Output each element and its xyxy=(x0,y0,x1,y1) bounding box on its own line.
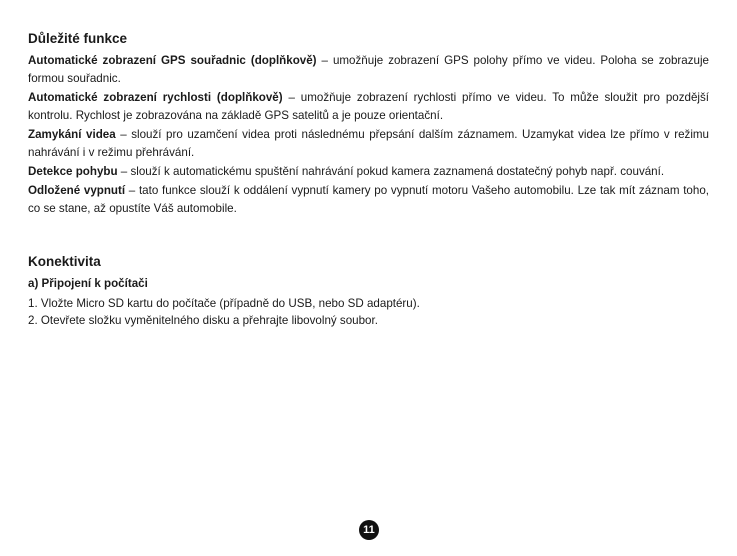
feature-description: – slouží k automatickému spuštění nahrávání pokud kamera zaznamená dostatečný pohyb např. couvání. xyxy=(117,165,665,178)
feature-description: – umožňuje zobrazení rychlosti přímo ve videu. To může sloužit pro pozdější kontrolu. Rychlost je zobrazována na základě GPS satelitů a je pouze orientační. xyxy=(28,91,709,122)
feature-term: Detekce pohybu xyxy=(28,165,118,178)
feature-term: Odložené vypnutí xyxy=(28,184,126,197)
subsection-title-pc-connection: a) Připojení k počítači xyxy=(28,277,148,290)
page-content xyxy=(28,30,709,329)
feature-term: Automatické zobrazení rychlosti (doplňkově) xyxy=(28,91,283,104)
feature-delayed-shutdown xyxy=(28,182,709,218)
step-item: 1. Vložte Micro SD kartu do počítače (případně do USB, nebo SD adaptéru). xyxy=(28,297,420,310)
feature-motion-detection xyxy=(28,163,709,181)
important-functions-section xyxy=(28,30,709,218)
feature-video-lock xyxy=(28,126,709,162)
section-title-connectivity: Konektivita xyxy=(28,254,101,269)
feature-speed xyxy=(28,89,709,125)
feature-description: – slouží pro uzamčení videa proti následnému přepsání dalším záznamem. Uzamykat videa lze přímo v režimu nahrávání i v režimu přehrávání. xyxy=(28,128,709,159)
feature-term: Automatické zobrazení GPS souřadnic (doplňkově) xyxy=(28,54,317,67)
connectivity-section xyxy=(28,253,709,329)
feature-gps xyxy=(28,52,709,88)
section-title-functions: Důležité funkce xyxy=(28,31,128,46)
step-item: 2. Otevřete složku vyměnitelného disku a přehrajte libovolný soubor. xyxy=(28,314,378,327)
page-number-badge: 11 xyxy=(359,520,379,540)
feature-description: – tato funkce slouží k oddálení vypnutí kamery po vypnutí motoru Vašeho automobilu. Lze tak mít záznam toho, co se stane, až opustíte Váš automobile. xyxy=(28,184,710,215)
feature-description: – umožňuje zobrazení GPS polohy přímo ve videu. Poloha se zobrazuje formou souřadnic. xyxy=(28,54,709,85)
feature-term: Zamykání videa xyxy=(28,128,116,141)
